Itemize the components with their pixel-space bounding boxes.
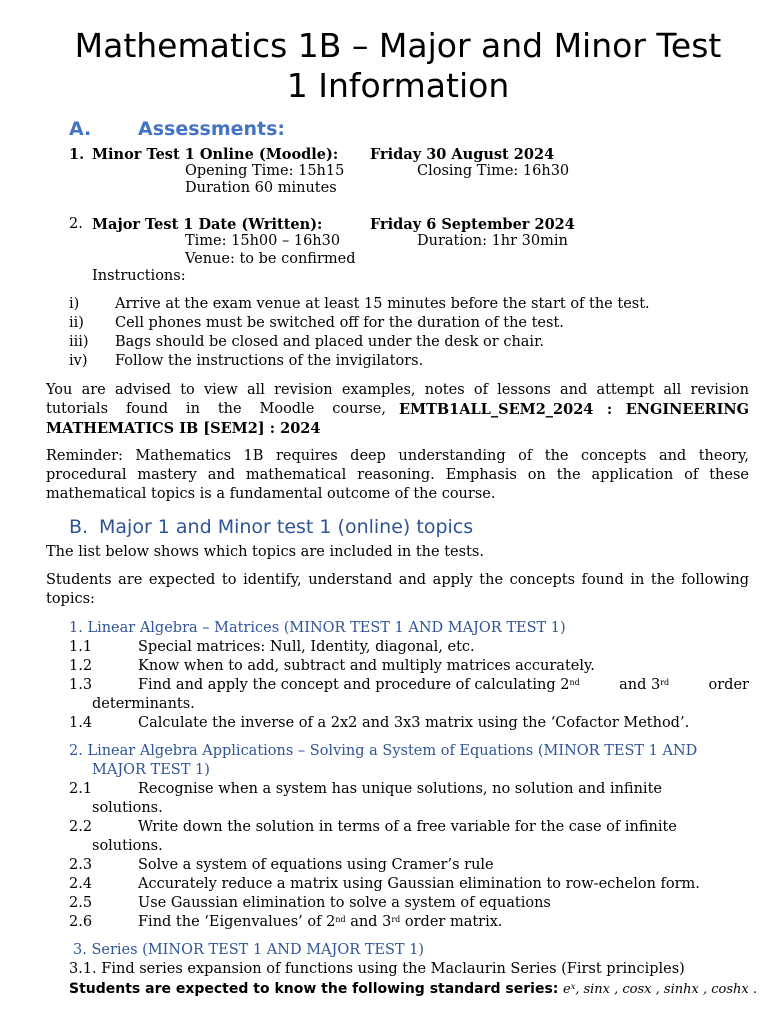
topic-1-heading: 1. Linear Algebra – Matrices (MINOR TEST 1 AND MAJOR TEST 1)	[69, 620, 566, 636]
minor-test-date: Friday 30 August 2024	[370, 146, 555, 163]
series-e	[563, 982, 575, 997]
moodle-course-name: EMTB1ALL_SEM2_2024 : ENGINEERING	[399, 401, 749, 418]
advice-text: tutorials found in the Moodle course,	[46, 401, 386, 417]
standard-series-label: Students are expected to know the following standard series:	[69, 981, 559, 997]
major-test-num: 2.	[69, 216, 83, 232]
section-a-heading: Assessments:	[138, 118, 286, 140]
text-segment	[138, 676, 580, 695]
topic-item-cont: solutions.	[92, 838, 163, 854]
moodle-course-name-cont: MATHEMATICS IB [SEM2] : 2024	[46, 420, 321, 437]
instruction-text: Arrive at the exam venue at least 15 minutes before the start of the test.	[115, 296, 650, 312]
superscript: x	[570, 982, 576, 991]
topic-item-num: 1.4	[69, 715, 93, 731]
topic-item-num: 1.1	[69, 639, 93, 655]
minor-test-num: 1.	[69, 146, 85, 163]
superscript: nd	[335, 915, 346, 924]
advice-line-1: You are advised to view all revision examples, notes of lessons and attempt all revision	[46, 382, 749, 398]
topic-item-text: Accurately reduce a matrix using Gaussian elimination to row-echelon form.	[138, 876, 700, 892]
instruction-text: Cell phones must be switched off for the duration of the test.	[115, 315, 564, 331]
topic-3-item: 3.1. Find series expansion of functions using the Maclaurin Series (First principles)	[69, 961, 685, 977]
text-part: Find and apply the concept and procedure of calculating 2	[138, 677, 570, 693]
instruction-num: ii)	[69, 315, 84, 331]
page-title	[0, 26, 768, 106]
section-b-expectation: Students are expected to identify, understand and apply the concepts found in the following topics:	[46, 572, 749, 607]
topic-item-num: 2.6	[69, 914, 93, 930]
topic-item-cont: solutions.	[92, 800, 163, 816]
topic-item-text	[138, 913, 503, 932]
topic-item-text	[138, 676, 749, 695]
page-title-line2: 1 Information	[286, 66, 510, 105]
topic-item-num: 2.1	[69, 781, 93, 797]
text-part: Find the ‘Eigenvalues’ of 2	[138, 914, 336, 930]
section-b-intro: The list below shows which topics are included in the tests.	[46, 544, 484, 560]
topic-item-num: 2.4	[69, 876, 93, 892]
minor-opening-time: Opening Time: 15h15	[185, 163, 345, 179]
section-b-letter: B.	[69, 516, 89, 538]
minor-closing-time: Closing Time: 16h30	[417, 163, 570, 179]
topic-item-text: Calculate the inverse of a 2x2 and 3x3 matrix using the ‘Cofactor Method’.	[138, 715, 690, 731]
topic-2-heading-cont: MAJOR TEST 1)	[92, 762, 210, 778]
standard-series-line	[69, 980, 757, 999]
topic-item-text: Use Gaussian elimination to solve a system of equations	[138, 895, 551, 911]
topic-item-text: Write down the solution in terms of a free variable for the case of infinite	[138, 819, 677, 835]
series-list: , sinx , cosx , sinhx , coshx .	[575, 982, 757, 997]
advice-line-2	[46, 400, 749, 419]
section-a-letter: A.	[69, 118, 92, 140]
instruction-num: iii)	[69, 334, 89, 350]
instruction-text: Follow the instructions of the invigilators.	[115, 353, 424, 369]
instruction-num: iv)	[69, 353, 88, 369]
topic-item-num: 2.2	[69, 819, 93, 835]
page-title-line1: Mathematics 1B – Major and Minor Test	[74, 26, 722, 65]
topic-item-text: Recognise when a system has unique solutions, no solution and infinite	[138, 781, 662, 797]
topic-item-text: Know when to add, subtract and multiply matrices accurately.	[138, 658, 595, 674]
topic-item-text: Special matrices: Null, Identity, diagonal, etc.	[138, 639, 475, 655]
reminder-paragraph: Reminder: Mathematics 1B requires deep understanding of the concepts and theory, procedural mastery and mathematical reasoning. Emphasis on the application of these mathematical topics is a fundamental outcome of the course.	[46, 448, 749, 502]
minor-test-label: Minor Test 1 Online (Moodle):	[92, 146, 339, 163]
major-test-date: Friday 6 September 2024	[370, 216, 575, 233]
instruction-text: Bags should be closed and placed under the desk or chair.	[115, 334, 545, 350]
text-part: and 3	[619, 677, 661, 693]
major-venue: Venue: to be confirmed	[185, 251, 356, 267]
series-e-base: e	[562, 982, 571, 997]
instructions-label: Instructions:	[92, 268, 186, 284]
topic-2-heading: 2. Linear Algebra Applications – Solving a System of Equations (MINOR TEST 1 AND	[69, 743, 698, 759]
text-part: and 3	[345, 914, 392, 930]
superscript: rd	[391, 915, 401, 924]
superscript: nd	[569, 678, 580, 687]
topic-item-text: Solve a system of equations using Cramer’s rule	[138, 857, 494, 873]
text-segment	[619, 676, 669, 695]
section-b-heading: Major 1 and Minor test 1 (online) topics	[99, 516, 474, 538]
topic-3-heading: 3. Series (MINOR TEST 1 AND MAJOR TEST 1)	[73, 942, 425, 958]
instruction-num: i)	[69, 296, 80, 312]
minor-duration: Duration 60 minutes	[185, 180, 337, 196]
text-part: order	[708, 677, 749, 693]
major-duration: Duration: 1hr 30min	[417, 233, 568, 249]
major-time: Time: 15h00 – 16h30	[185, 233, 341, 249]
text-part: order matrix.	[400, 914, 503, 930]
topic-item-num: 2.3	[69, 857, 93, 873]
superscript: rd	[660, 678, 670, 687]
topic-item-num: 2.5	[69, 895, 93, 911]
major-test-label: Major Test 1 Date (Written):	[92, 216, 323, 233]
topic-item-cont: determinants.	[92, 696, 195, 712]
topic-item-num: 1.3	[69, 677, 93, 693]
topic-item-num: 1.2	[69, 658, 93, 674]
